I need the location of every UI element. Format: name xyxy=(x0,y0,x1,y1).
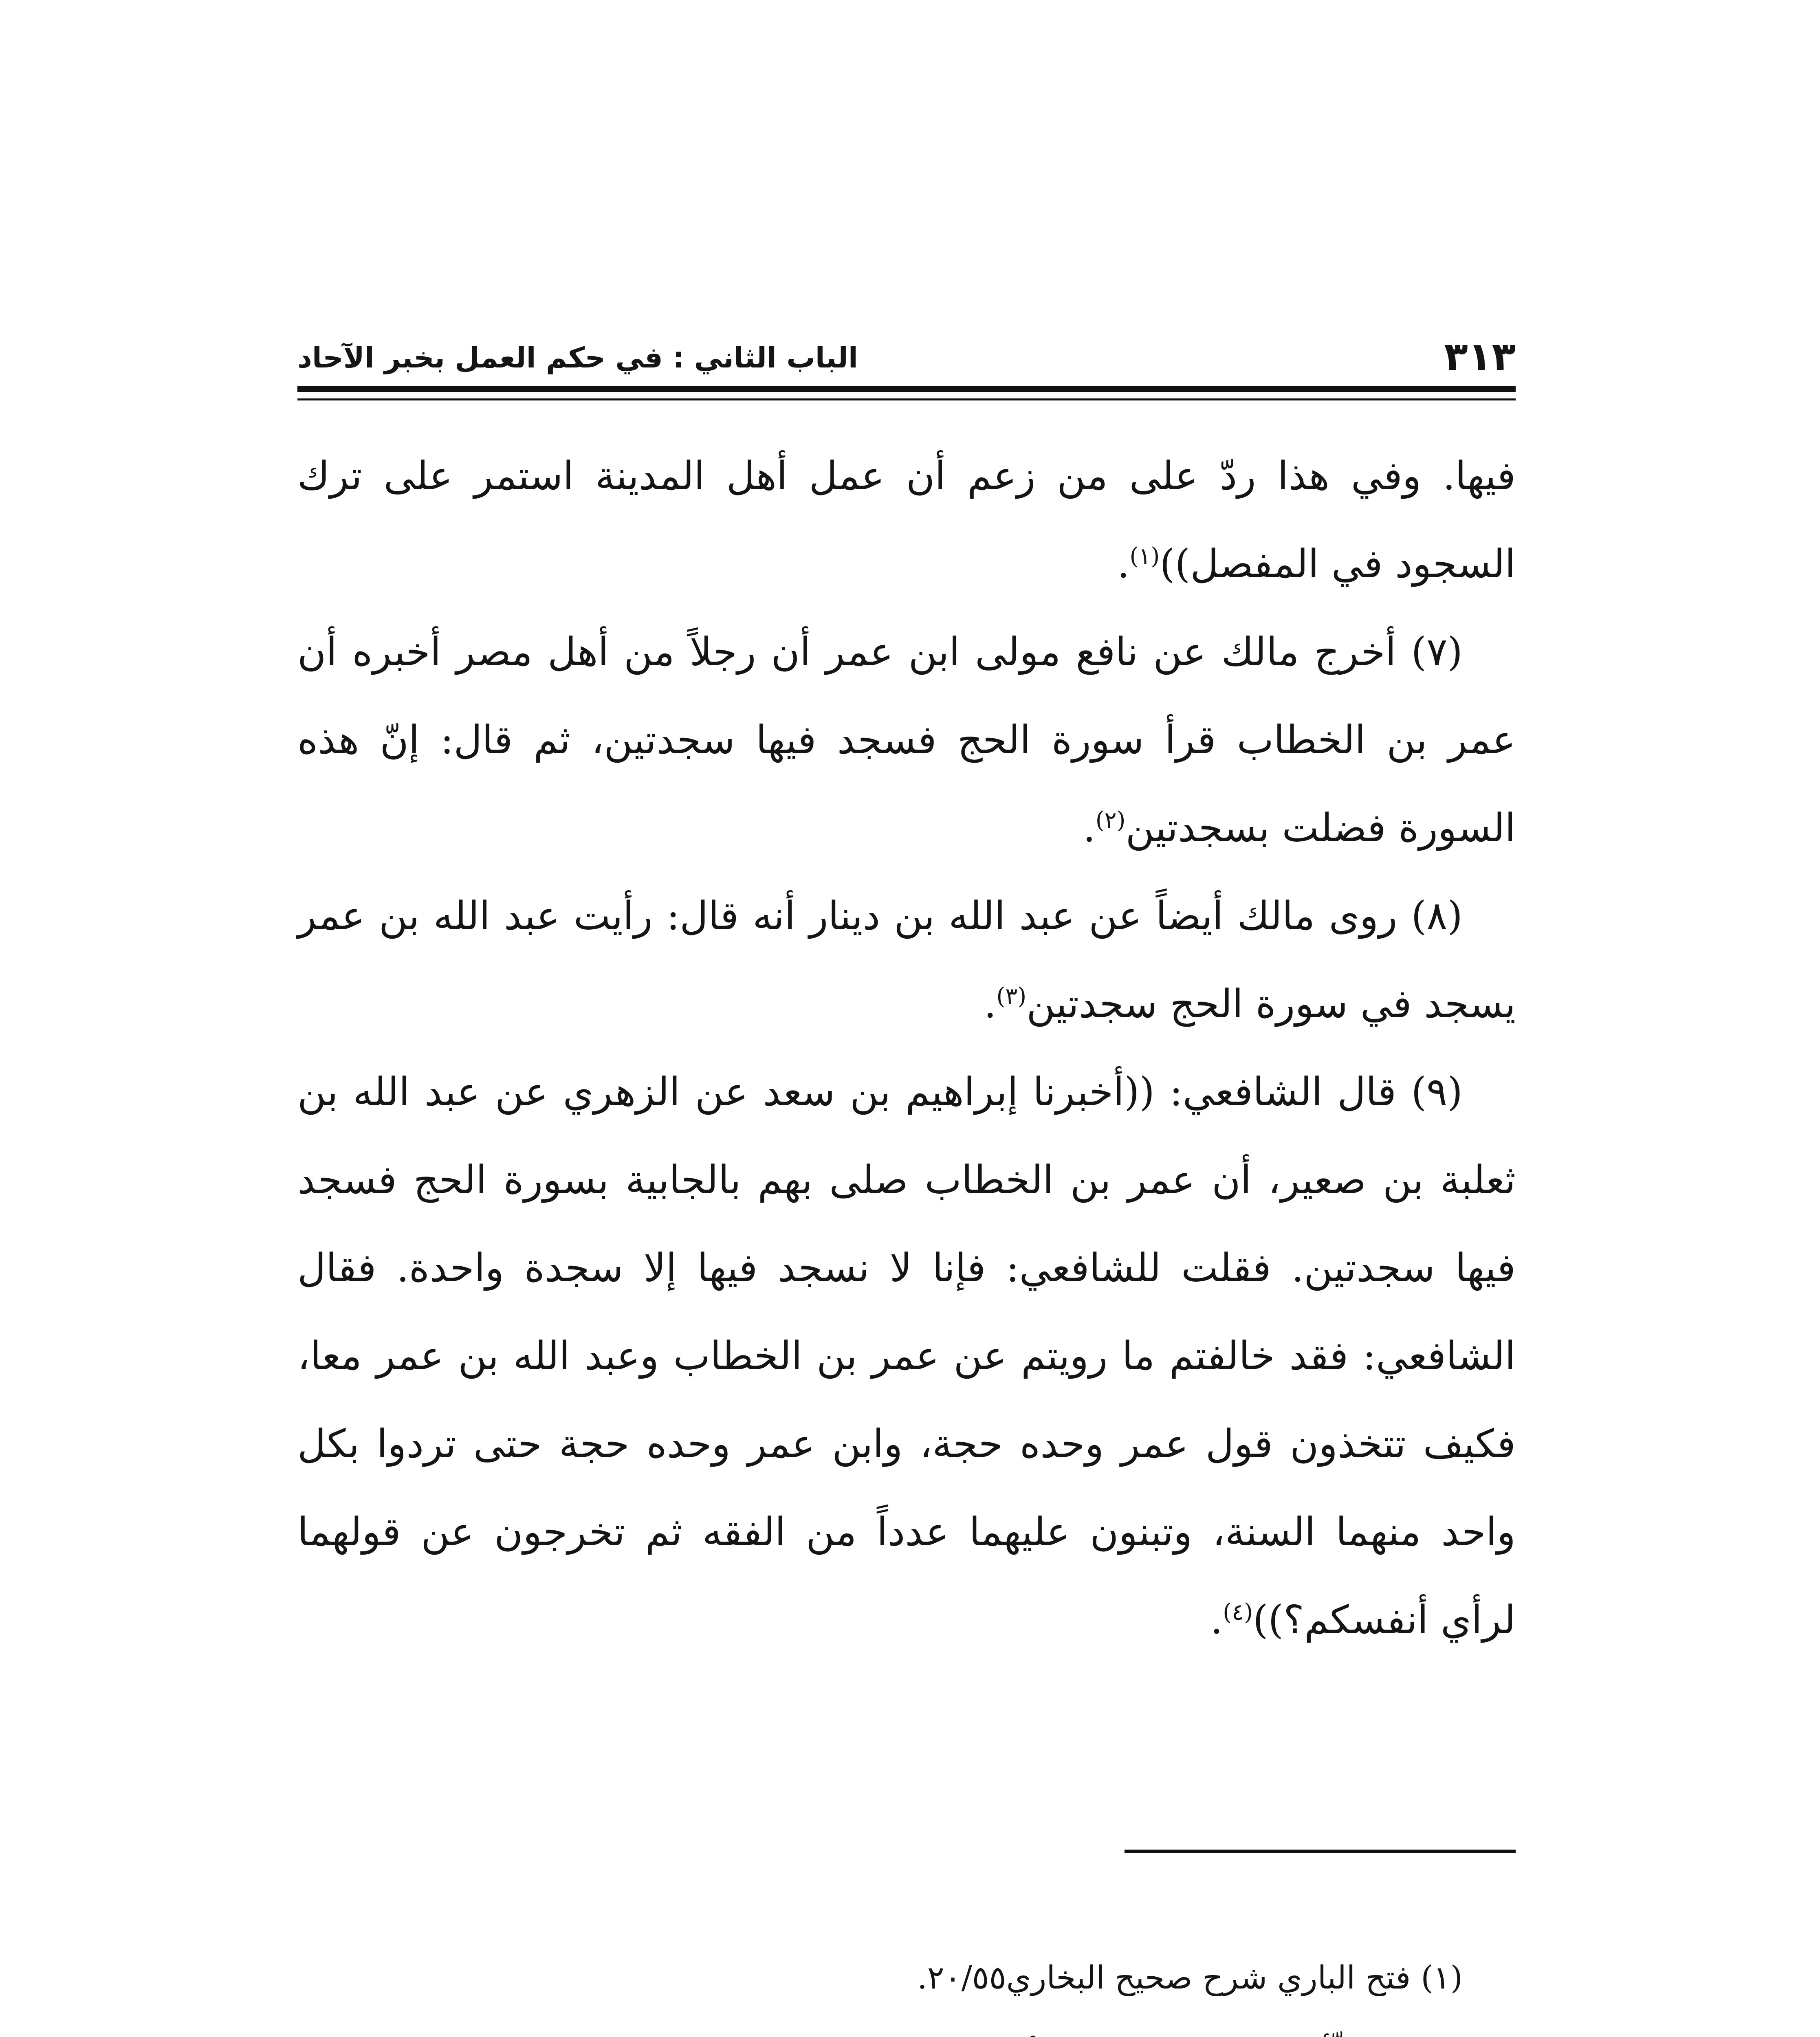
paragraph-text: (٩) قال الشافعي: ((أخبرنا إبراهيم بن سعد عن الزهري عن عبد الله بن ثعلبة بن صعير، أن عمر بن الخطاب صلى بهم بالجابية بسورة الحج فسجد فيها سجدتين. فقلت للشافعي: فإنا لا نسجد فيها إلا سجدة واحدة. فقال الشافعي: فقد خالفتم ما رويتم عن عمر بن الخطاب وعبد الله بن عمر معا، فكيف تتخذون قول عمر وحده حجة، وابن عمر وحده حجة حتى تردوا بكل واحد منهما السنة، وتبنون عليهما عدداً من الفقه ثم تخرجون عن قولهما لرأي أنفسكم؟)) xyxy=(297,1069,1516,1643)
paragraph-end: . xyxy=(1210,1597,1223,1643)
paragraph-end: . xyxy=(1083,805,1096,851)
paragraph-item-7 xyxy=(297,608,1516,872)
footnote-1: (١) فتح الباري شرح صحيح البخاري٢٠/٥٥. xyxy=(917,1960,1463,1996)
paragraph-item-9 xyxy=(297,1048,1516,1664)
footnote-ref: (٤) xyxy=(1223,1599,1253,1626)
footnote-ref: (١) xyxy=(1129,543,1160,570)
paragraph-continuation xyxy=(297,432,1516,608)
paragraph-item-8 xyxy=(297,872,1516,1048)
footnote-ref: (٣) xyxy=(996,983,1027,1010)
page-header xyxy=(297,334,1516,379)
paragraph-end: . xyxy=(1117,541,1130,587)
header-rule-thin xyxy=(297,398,1516,400)
paragraph-text: (٧) أخرج مالك عن نافع مولى ابن عمر أن رجلاً من أهل مصر أخبره أن عمر بن الخطاب قرأ سورة الحج فسجد فيها سجدتين، ثم قال: إنّ هذه السورة فضلت بسجدتين xyxy=(297,629,1516,851)
paragraph-text: (٨) روى مالك أيضاً عن عبد الله بن دينار أنه قال: رأيت عبد الله بن عمر يسجد في سورة الحج سجدتين xyxy=(297,893,1516,1027)
footnote-separator xyxy=(1125,1850,1516,1853)
footnote-2 xyxy=(297,2017,1516,2037)
footnote-ref: (٢) xyxy=(1095,807,1126,834)
running-title: الباب الثاني : في حكم العمل بخبر الآحاد xyxy=(297,341,858,374)
page-number: ٣١٣ xyxy=(1444,334,1516,379)
footnotes xyxy=(297,1939,1516,2037)
paragraph-end: . xyxy=(984,981,997,1027)
header-rule-thick xyxy=(297,386,1516,392)
main-text xyxy=(297,432,1516,1664)
paragraph-text: فيها. وفي هذا ردّ على من زعم أن عمل أهل المدينة استمر على ترك السجود في المفصل)) xyxy=(297,453,1516,587)
